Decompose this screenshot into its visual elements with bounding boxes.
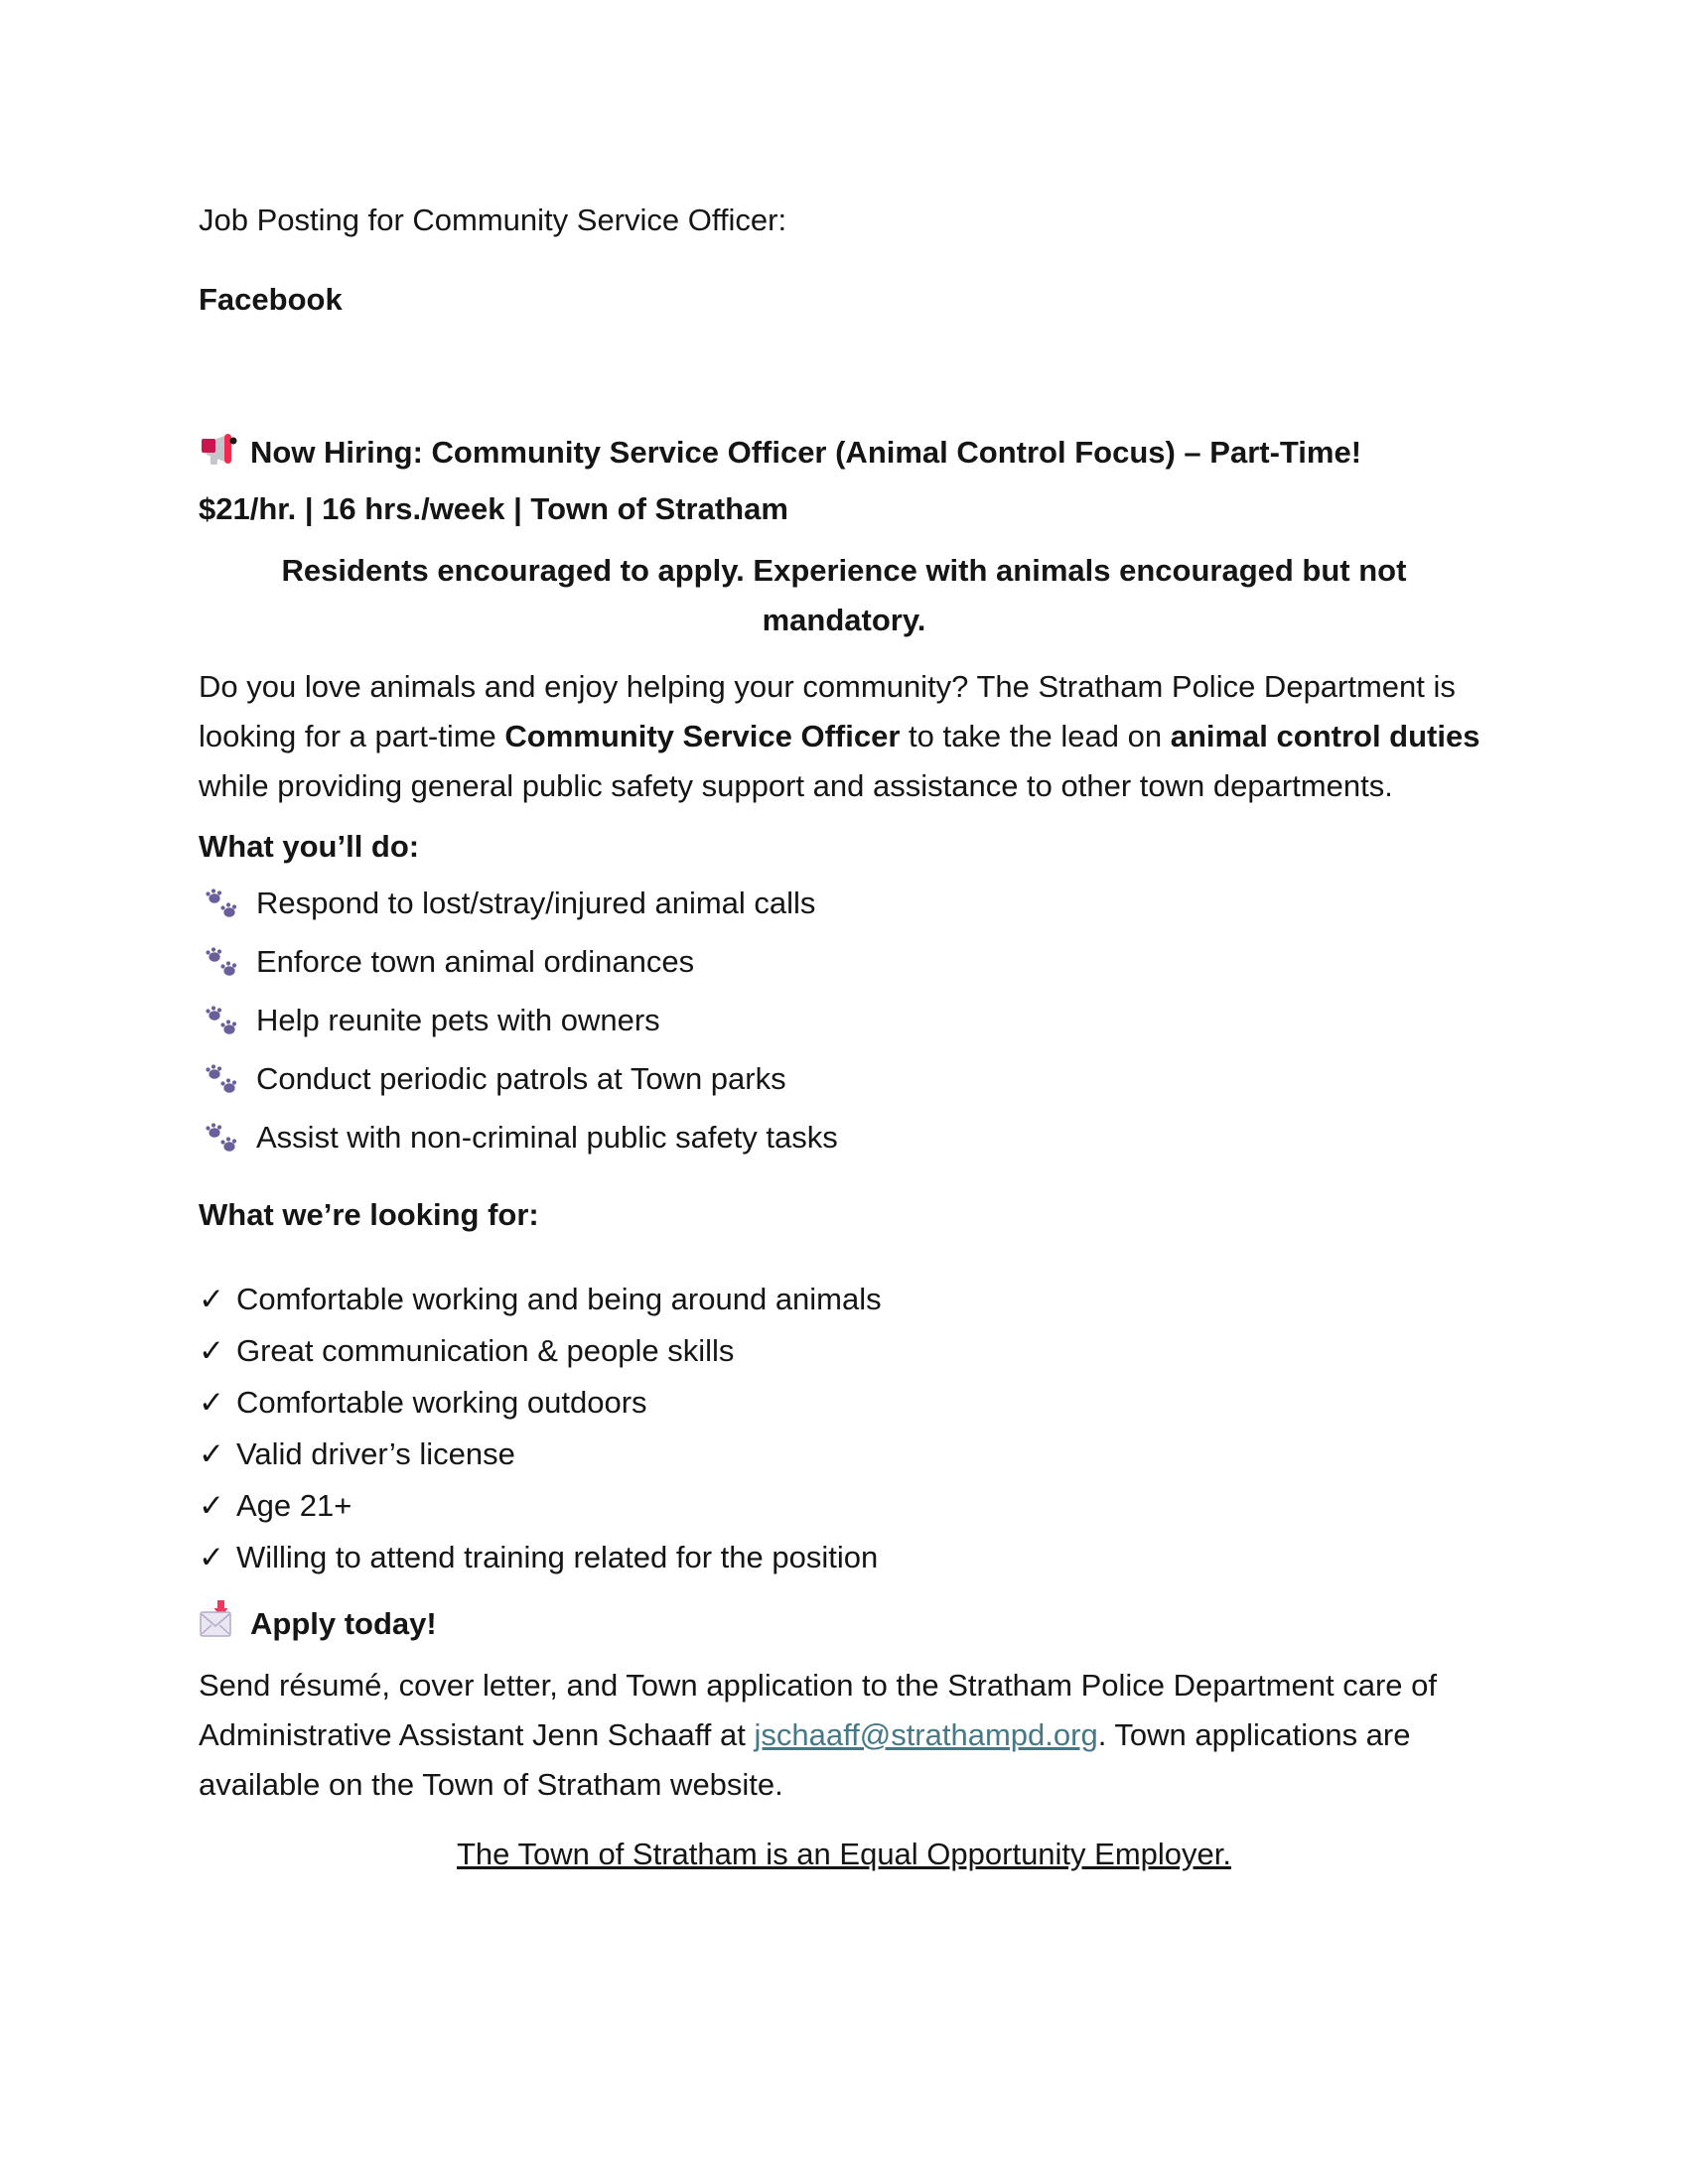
requirements-list [199, 1274, 1489, 1583]
list-item [199, 1325, 1489, 1377]
residents-note: Residents encouraged to apply. Experience with animals encouraged but not mandatory. [281, 553, 1407, 637]
paw-prints-icon [205, 1061, 240, 1112]
intro-line: Job Posting for Community Service Officer: [199, 203, 787, 237]
requirements-heading: What we’re looking for: [199, 1197, 539, 1232]
hiring-title-line2: $21/hr. | 16 hrs./week | Town of Stratham [199, 491, 788, 526]
eoe-footer [199, 1838, 1489, 1871]
paw-prints-icon [205, 1120, 240, 1170]
document-content [199, 204, 1489, 1902]
eoe-footer-text: The Town of Stratham is an Equal Opportunity Employer. [457, 1837, 1231, 1871]
list-item-label: Great communication & people skills [235, 1333, 735, 1368]
list-item-label: Assist with non-criminal public safety tasks [256, 1120, 838, 1155]
list-item-label: Help reunite pets with owners [256, 1003, 660, 1037]
checkmark-icon: ✓ [199, 1282, 224, 1316]
paw-prints-icon [205, 1003, 240, 1053]
checkmark-icon: ✓ [199, 1436, 224, 1471]
list-item-label: Willing to attend training related for the position [235, 1540, 879, 1574]
list-item [199, 1112, 1489, 1170]
email-link[interactable]: jschaaff@strathampd.org [754, 1717, 1098, 1752]
list-item [199, 1274, 1489, 1325]
list-item [199, 995, 1489, 1053]
intro-bold2: animal control duties [1170, 719, 1480, 753]
list-item [199, 1532, 1489, 1583]
paw-prints-icon [205, 886, 240, 936]
list-item [199, 1480, 1489, 1532]
hiring-title-line1: Now Hiring: Community Service Officer (Animal Control Focus) – Part-Time! [250, 435, 1362, 470]
checkmark-icon: ✓ [199, 1385, 224, 1420]
apply-seg1: Send résumé, cover letter, and Town application to the Stratham Police Department care of Administrative Assistant Jenn Schaaff at [199, 1668, 1437, 1752]
list-item [199, 936, 1489, 995]
intro-seg2: to take the lead on [900, 719, 1171, 753]
list-item-label: Comfortable working outdoors [235, 1385, 647, 1420]
paw-prints-icon [205, 944, 240, 995]
megaphone-icon [199, 431, 238, 484]
list-item [199, 1053, 1489, 1112]
intro-seg3: while providing general public safety support and assistance to other town departments. [199, 768, 1393, 803]
apply-paragraph [199, 1661, 1489, 1810]
apply-heading-label: Apply today! [250, 1606, 437, 1641]
list-item [199, 1429, 1489, 1480]
list-item-label: Age 21+ [235, 1488, 352, 1523]
list-item-label: Valid driver’s license [235, 1436, 515, 1471]
hiring-heading [199, 428, 1489, 533]
intro-seg1: Do you love animals and enjoy helping your community? The Stratham Police Department is looking for a part-time [199, 669, 1456, 753]
duties-list [199, 878, 1489, 1170]
duties-heading: What you’ll do: [199, 829, 420, 864]
list-item-label: Comfortable working and being around animals [235, 1282, 882, 1316]
platform-label: Facebook [199, 282, 343, 317]
list-item-label: Conduct periodic patrols at Town parks [256, 1061, 786, 1096]
checkmark-icon: ✓ [199, 1540, 224, 1574]
checkmark-icon: ✓ [199, 1488, 224, 1523]
intro-bold1: Community Service Officer [504, 719, 901, 753]
list-item [199, 878, 1489, 936]
apply-seg2: . Town applications are available on the Town of Stratham website. [199, 1717, 1411, 1802]
list-item-label: Enforce town animal ordinances [256, 944, 695, 979]
intro-paragraph [199, 662, 1489, 811]
checkmark-icon: ✓ [199, 1333, 224, 1368]
apply-heading [199, 1599, 1489, 1657]
envelope-with-arrow-icon [199, 1600, 238, 1657]
list-item-label: Respond to lost/stray/injured animal calls [256, 886, 816, 920]
list-item [199, 1377, 1489, 1429]
